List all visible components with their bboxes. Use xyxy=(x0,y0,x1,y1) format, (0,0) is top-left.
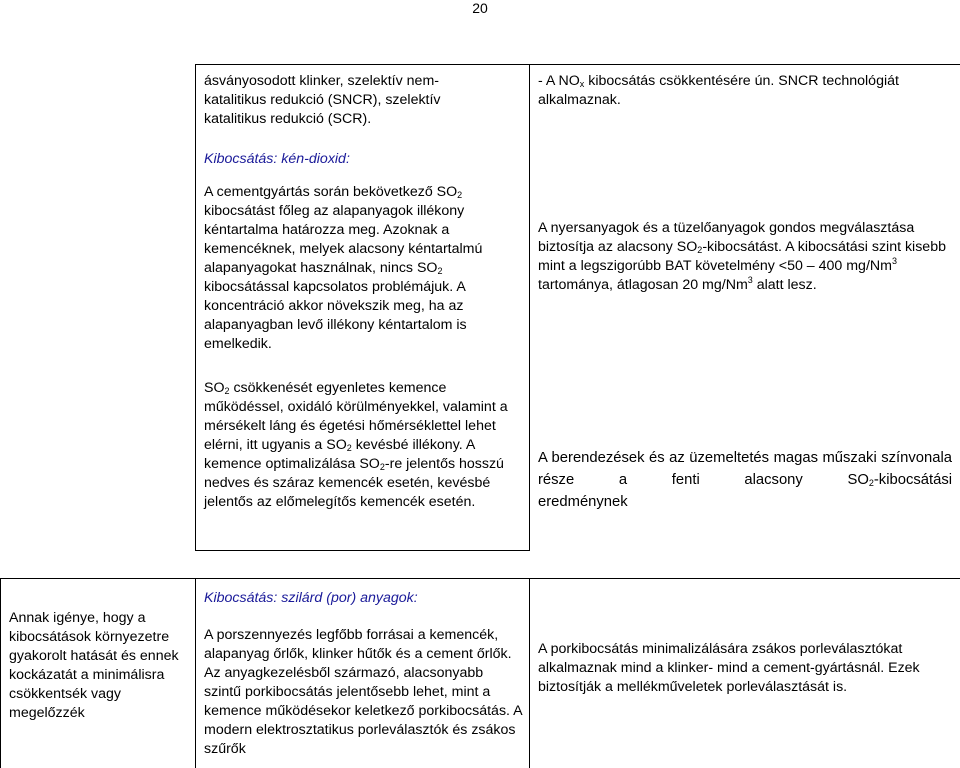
row3-middle-text xyxy=(204,379,520,512)
row3-middle-part1: SO xyxy=(204,380,225,396)
row2-middle-part3: kibocsátással kapcsolatos problémájuk. A koncentráció akkor növekszik meg, ha az alapanyagban levő illékony kéntartalom is emelkedik. xyxy=(204,279,467,352)
row2-right-cell xyxy=(538,219,950,295)
row2-right-part3: tartománya, átlagosan 20 mg/Nm xyxy=(538,277,748,293)
row2-middle-part2: kibocsátást főleg az alapanyagok illékony kéntartalma határozza meg. Azoknak a kemencéknek, melyek alacsony kéntartalmú alapanyagokat használnak, nincs SO xyxy=(204,203,483,276)
row2-middle-part1: A cementgyártás során bekövetkező SO xyxy=(204,184,458,200)
bottom-table-divider-1 xyxy=(195,578,196,768)
bottom-table-divider-2 xyxy=(529,578,530,768)
top-table-left-border xyxy=(195,64,196,550)
top-table-middle-divider xyxy=(529,64,530,550)
bottom-right-cell xyxy=(538,640,950,697)
row2-right-sup2: 3 xyxy=(747,275,753,285)
row2-right-sub: 2 xyxy=(697,245,703,255)
row3-right-sub: 2 xyxy=(868,478,874,488)
row3-right-text xyxy=(538,447,952,491)
row3-middle-sub1: 2 xyxy=(224,386,230,396)
row3-middle-sub3: 2 xyxy=(379,462,385,472)
row3-middle-part3: kevésbé illékony. A kemence optimalizálása SO xyxy=(204,437,475,472)
row3-right-cell xyxy=(538,447,952,513)
row2-right-part4: alatt lesz. xyxy=(752,277,817,293)
row3-middle-part2: csökkenését egyenletes kemence működéssel, oxidáló körülményekkel, valamint a mérsékelt láng és égetési hőmérséklettel lehet elérni, itt ugyanis a SO xyxy=(204,380,508,453)
bottom-right-text: A porkibocsátás minimalizálására zsákos porleválasztókat alkalmaznak mind a klinker- mind a cement-gyártásnál. Ezek biztosítják a mellékműveletek porleválasztását is. xyxy=(538,641,920,695)
row3-right-part2: -kibocsátási xyxy=(873,472,952,488)
row2-middle-text xyxy=(204,183,514,354)
row2-middle-cell xyxy=(204,183,514,354)
row1-right-cell xyxy=(538,72,948,110)
page-number: 20 xyxy=(472,0,488,16)
bottom-table-top-border xyxy=(0,578,960,579)
row3-middle-part4: -re jelentős hosszú nedves és száraz kemencék esetén, kevésbé jelentős az előmelegítős kemencék esetén. xyxy=(204,456,504,510)
row2-right-part1: A nyersanyagok és a tüzelőanyagok gondos megválasztása biztosítja az alacsony SO xyxy=(538,220,915,255)
row2-right-sup1: 3 xyxy=(891,256,897,266)
row2-middle-sub2: 2 xyxy=(437,266,443,276)
row3-middle-sub2: 2 xyxy=(346,443,352,453)
row3-right-part1: A berendezések és az üzemeltetés magas műszaki színvonala része a fenti alacsony SO xyxy=(538,450,952,488)
bottom-left-text: Annak igénye, hogy a kibocsátások környezetre gyakorolt hatását és ennek kockázatát a minimálisra csökkentsék vagy megelőzzék xyxy=(9,610,179,721)
row2-right-part2: -kibocsátást. A kibocsátási szint kisebb mint a legszigorúbb BAT követelmény <50 – 400 mg/Nm xyxy=(538,239,946,274)
row3-middle-cell xyxy=(204,379,520,512)
row2-middle-sub1: 2 xyxy=(457,190,463,200)
bottom-table-left-border xyxy=(0,578,1,768)
row1-right-suffix: kibocsátás csökkentésére ún. SNCR technológiát alkalmaznak. xyxy=(538,73,899,108)
row1-middle-text: ásványosodott klinker, szelektív nem-katalitikus redukció (SNCR), szelektív katalitikus redukció (SCR). xyxy=(204,73,441,127)
bottom-middle-text: A porszennyezés legfőbb forrásai a kemencék, alapanyag őrlők, klinker hűtők és a cement őrlők. Az anyagkezelésből származó, alacsonyabb szintű porkibocsátás jelentősebb lehet, mint a kemence működésekor keletkező porkibocsátás. A modern elektrosztatikus porleválasztók és zsákos szűrők xyxy=(204,627,522,757)
bottom-left-cell xyxy=(9,609,189,723)
row1-right-text xyxy=(538,72,948,110)
row1-middle-cell xyxy=(204,72,494,129)
top-table-top-border xyxy=(195,64,960,65)
row2-right-text xyxy=(538,219,950,295)
bottom-middle-cell xyxy=(204,626,522,759)
top-table-bottom-border xyxy=(195,550,530,551)
row3-right-last-line: eredménynek xyxy=(538,494,628,510)
row1-right-sub: x xyxy=(579,79,585,89)
dust-heading: Kibocsátás: szilárd (por) anyagok: xyxy=(204,590,418,606)
so2-heading: Kibocsátás: kén-dioxid: xyxy=(204,151,350,167)
row1-right-prefix: - A NO xyxy=(538,73,580,89)
